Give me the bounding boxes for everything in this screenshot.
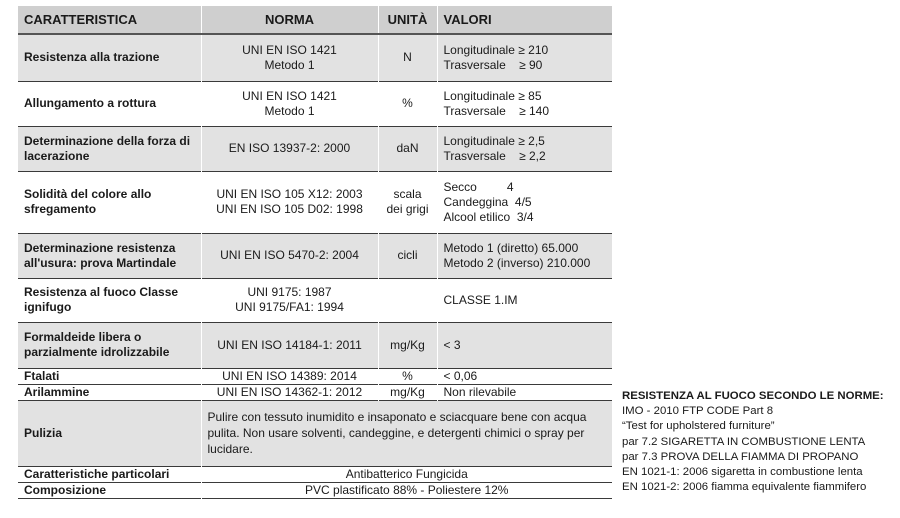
row-name: Resistenza al fuoco Classe ignifugo (18, 278, 201, 322)
row-name: Determinazione resistenza all'usura: prova Martindale (18, 233, 201, 278)
row-values: Secco 4 Candeggina 4/5 Alcool etilico 3/4 (437, 171, 612, 233)
caratteristiche-name: Caratteristiche particolari (18, 466, 201, 482)
table-row (18, 233, 612, 278)
table-row-caratteristiche (18, 466, 612, 482)
row-name: Solidità del colore allo sfregamento (18, 171, 201, 233)
row-norma: UNI EN ISO 5470-2: 2004 (201, 233, 378, 278)
row-values: Longitudinale ≥ 85 Trasversale ≥ 140 (437, 81, 612, 126)
row-values: Longitudinale ≥ 210 Trasversale ≥ 90 (437, 34, 612, 81)
composizione-name: Composizione (18, 482, 201, 498)
row-name: Allungamento a rottura (18, 81, 201, 126)
row-name: Arilammine (18, 384, 201, 400)
row-name: Determinazione della forza di lacerazione (18, 126, 201, 171)
header-unita: UNITÀ (378, 6, 437, 34)
row-unit: mg/Kg (378, 322, 437, 368)
table-row (18, 81, 612, 126)
fire-resistance-notes (622, 389, 892, 495)
row-name: Ftalati (18, 368, 201, 384)
fire-line: “Test for upholstered furniture” (622, 420, 775, 433)
row-unit: scala dei grigi (378, 171, 437, 233)
row-norma: UNI EN ISO 14362-1: 2012 (201, 384, 378, 400)
fire-line: IMO - 2010 FTP CODE Part 8 (622, 405, 774, 418)
table-row-composizione (18, 482, 612, 498)
row-unit: daN (378, 126, 437, 171)
row-values: Longitudinale ≥ 2,5 Trasversale ≥ 2,2 (437, 126, 612, 171)
table-row (18, 126, 612, 171)
composizione-text: PVC plastificato 88% - Poliestere 12% (201, 482, 612, 498)
row-unit (378, 278, 437, 322)
fire-line: par 7.3 PROVA DELLA FIAMMA DI PROPANO (622, 450, 859, 463)
fire-title: RESISTENZA AL FUOCO SECONDO LE NORME: (622, 390, 884, 402)
row-unit: % (378, 368, 437, 384)
row-norma: UNI EN ISO 14389: 2014 (201, 368, 378, 384)
table-row (18, 368, 612, 384)
fire-line: EN 1021-1: 2006 sigaretta in combustione lenta (622, 466, 863, 479)
row-unit: cicli (378, 233, 437, 278)
table-row (18, 171, 612, 233)
header-norma: NORMA (201, 6, 378, 34)
row-norma: UNI EN ISO 14184-1: 2011 (201, 322, 378, 368)
row-values: Non rilevabile (437, 384, 612, 400)
pulizia-name: Pulizia (18, 400, 201, 466)
row-values: < 3 (437, 322, 612, 368)
row-values: CLASSE 1.IM (437, 278, 612, 322)
table-row (18, 278, 612, 322)
row-norma: UNI 9175: 1987 UNI 9175/FA1: 1994 (201, 278, 378, 322)
specs-table (18, 6, 612, 499)
row-norma: UNI EN ISO 105 X12: 2003 UNI EN ISO 105 D02: 1998 (201, 171, 378, 233)
fire-line: par 7.2 SIGARETTA IN COMBUSTIONE LENTA (622, 435, 866, 448)
row-unit: mg/Kg (378, 384, 437, 400)
row-norma: EN ISO 13937-2: 2000 (201, 126, 378, 171)
row-norma: UNI EN ISO 1421 Metodo 1 (201, 81, 378, 126)
pulizia-text: Pulire con tessuto inumidito e insaponato e sciacquare bene con acqua pulita. Non usare solventi, candeggine, e detergenti chimici o spray per lucidare. (201, 400, 612, 466)
header-caratteristica: CARATTERISTICA (18, 6, 201, 34)
table-row (18, 322, 612, 368)
header-row (18, 6, 612, 34)
caratteristiche-text: Antibatterico Fungicida (201, 466, 612, 482)
fire-line: EN 1021-2: 2006 fiamma equivalente fiammifero (622, 481, 867, 494)
row-unit: % (378, 81, 437, 126)
row-name: Resistenza alla trazione (18, 34, 201, 81)
row-values: Metodo 1 (diretto) 65.000 Metodo 2 (inverso) 210.000 (437, 233, 612, 278)
row-name: Formaldeide libera o parzialmente idrolizzabile (18, 322, 201, 368)
row-unit: N (378, 34, 437, 81)
table-row (18, 34, 612, 81)
header-valori: VALORI (437, 6, 612, 34)
row-values: < 0,06 (437, 368, 612, 384)
table-row (18, 384, 612, 400)
row-norma: UNI EN ISO 1421 Metodo 1 (201, 34, 378, 81)
table-row-pulizia (18, 400, 612, 466)
